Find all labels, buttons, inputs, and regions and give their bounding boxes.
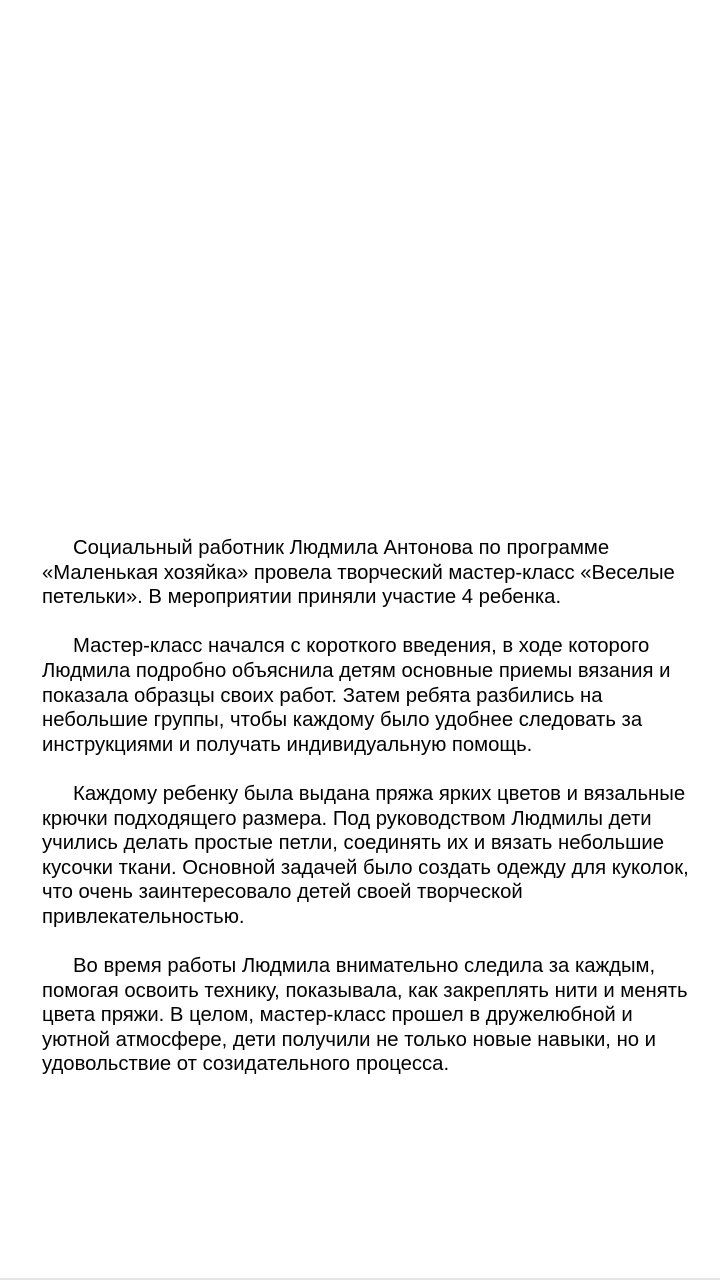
paragraph-4: Во время работы Людмила внимательно следила за каждым, помогая освоить технику, показывала, как закреплять нити и менять цвета пряжи. В целом, мастер-класс прошел в дружелюбной и уютной атмосфере, дети получили не только новые навыки, но и удовольствие от созидательного процесса. xyxy=(42,955,688,1076)
article-body xyxy=(42,536,702,1077)
paragraph-3: Каждому ребенку была выдана пряжа ярких цветов и вязальные крючки подходящего размера. Под руководством Людмилы дети учились делать простые петли, соединять их и вязать небольшие кусочки ткани. Основной задачей было создать одежду для куколок, что очень заинтересовало детей своей творческой привлекательностью. xyxy=(42,782,689,928)
paragraph-1: Социальный работник Людмила Антонова по программе «Маленькая хозяйка» провела творческий мастер-класс «Веселые петельки». В мероприятии приняли участие 4 ребенка. xyxy=(42,537,675,609)
paragraph-2: Мастер-класс начался с короткого введения, в ходе которого Людмила подробно объяснила детям основные приемы вязания и показала образцы своих работ. Затем ребята разбились на небольшие группы, чтобы каждому было удобнее следовать за инструкциями и получать индивидуальную помощь. xyxy=(42,635,671,756)
